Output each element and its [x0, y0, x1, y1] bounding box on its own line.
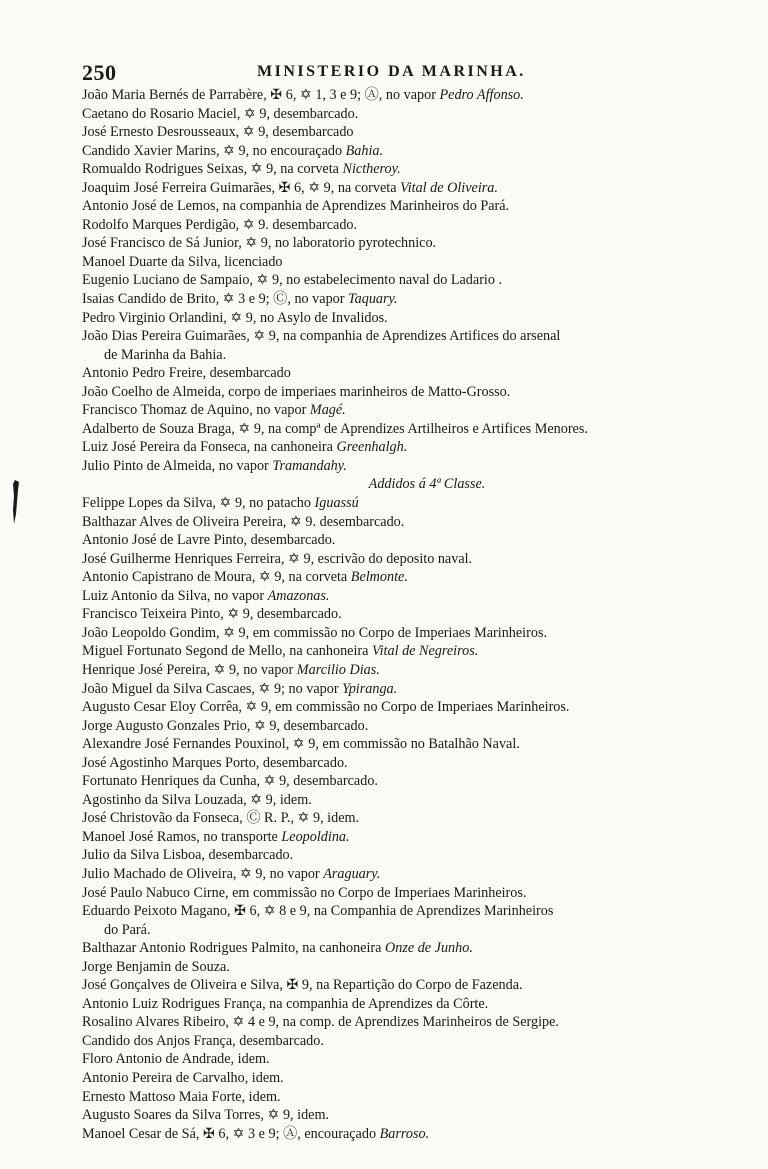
list-line [82, 290, 732, 309]
list-line [82, 995, 732, 1014]
line-text: Francisco Teixeira Pinto, ✡ 9, desembarcado. [82, 606, 342, 623]
section-heading [82, 475, 732, 494]
list-line [82, 754, 732, 773]
list-line [82, 698, 732, 717]
line-text: Antonio Pereira de Carvalho, idem. [82, 1069, 284, 1086]
line-text: Balthazar Antonio Rodrigues Palmito, na canhoneira [82, 940, 385, 957]
line-text: Rodolfo Marques Perdigão, ✡ 9. desembarcado. [82, 216, 358, 233]
vessel-name: Belmonte. [350, 569, 408, 586]
line-text: José Guilherme Henriques Ferreira, ✡ 9, escrivão do deposito naval. [82, 550, 473, 567]
list-line [82, 717, 732, 736]
line-text: Manoel Cesar de Sá, ✠ 6, ✡ 3 e 9; Ⓐ, encouraçado [82, 1125, 380, 1142]
list-line [82, 401, 732, 420]
line-text: Antonio Capistrano de Moura, ✡ 9, na corveta [82, 569, 351, 586]
list-line [82, 216, 732, 235]
line-text: José Gonçalves de Oliveira e Silva, ✠ 9, na Repartição do Corpo de Fazenda. [82, 977, 523, 994]
list-line [82, 661, 732, 680]
list-line [82, 346, 732, 365]
line-text: Julio Machado de Oliveira, ✡ 9, no vapor [82, 865, 324, 882]
line-text: Eduardo Peixoto Magano, ✠ 6, ✡ 8 e 9, na Companhia de Aprendizes Marinheiros [82, 903, 554, 920]
line-text: Floro Antonio de Andrade, idem. [82, 1051, 270, 1068]
list-line [82, 976, 732, 995]
vessel-name: Marcilio Dias. [296, 661, 380, 678]
list-line [82, 902, 732, 921]
list-line [82, 160, 732, 179]
list-line [82, 1088, 732, 1107]
list-line [82, 179, 732, 198]
line-text: Antonio José de Lavre Pinto, desembarcado. [82, 532, 336, 549]
vessel-name: Iguassú [314, 495, 359, 512]
list-line [82, 383, 732, 402]
vessel-name: Leopoldina. [281, 828, 350, 845]
vessel-name: Greenhalgh. [336, 439, 408, 456]
line-text: Addidos á 4ª Classe. [368, 476, 486, 493]
line-text: Luiz Antonio da Silva, no vapor [82, 587, 268, 604]
line-text: João Dias Pereira Guimarães, ✡ 9, na companhia de Aprendizes Artifices do arsenal [82, 328, 561, 345]
list-line [82, 1069, 732, 1088]
vessel-name: Amazonas. [267, 587, 330, 604]
list-line [82, 1125, 732, 1144]
line-text: Eugenio Luciano de Sampaio, ✡ 9, no estabelecimento naval do Ladario . [82, 272, 503, 289]
list-line [82, 438, 732, 457]
line-text: João Miguel da Silva Cascaes, ✡ 9; no vapor [82, 680, 343, 697]
line-text: Luiz José Pereira da Fonseca, na canhoneira [82, 439, 337, 456]
list-line [82, 772, 732, 791]
list-line [82, 253, 732, 272]
list-line [82, 457, 732, 476]
vessel-name: Vital de Oliveira. [400, 179, 498, 196]
list-line [82, 791, 732, 810]
personnel-list [82, 86, 732, 1143]
line-text: Francisco Thomaz de Aquino, no vapor [82, 402, 310, 419]
vessel-name: Pedro Affonso. [439, 87, 524, 103]
list-line [82, 735, 732, 754]
list-line [82, 309, 732, 328]
list-line [82, 1050, 732, 1069]
vessel-name: Nictheroy. [342, 161, 401, 178]
list-line [82, 680, 732, 699]
list-line [82, 494, 732, 513]
line-text: Jorge Benjamin de Souza. [82, 958, 230, 975]
line-text: Miguel Fortunato Segond de Mello, na canhoneira [82, 643, 372, 660]
list-line [82, 884, 732, 903]
line-text: Antonio Luiz Rodrigues França, na companhia de Aprendizes da Côrte. [82, 995, 489, 1012]
list-line [82, 550, 732, 569]
line-text: Agostinho da Silva Louzada, ✡ 9, idem. [82, 791, 312, 808]
vessel-name: Magé. [309, 402, 346, 419]
line-text: Antonio Pedro Freire, desembarcado [82, 365, 291, 382]
list-line [82, 197, 732, 216]
line-text: Henrique José Pereira, ✡ 9, no vapor [82, 661, 297, 678]
line-text: Rosalino Alvares Ribeiro, ✡ 4 e 9, na comp. de Aprendizes Marinheiros de Sergipe. [82, 1014, 559, 1031]
line-text: Candido dos Anjos França, desembarcado. [82, 1032, 324, 1049]
list-line [82, 605, 732, 624]
line-text: Fortunato Henriques da Cunha, ✡ 9, desembarcado. [82, 773, 378, 790]
list-line [82, 865, 732, 884]
list-line [82, 513, 732, 532]
line-text: Manoel José Ramos, no transporte [82, 828, 282, 845]
line-text: José Francisco de Sá Junior, ✡ 9, no laboratorio pyrotechnico. [82, 235, 437, 252]
line-text: Romualdo Rodrigues Seixas, ✡ 9, na corveta [82, 161, 343, 178]
vessel-name: Onze de Junho. [385, 940, 473, 957]
list-line [82, 642, 732, 661]
line-text: Candido Xavier Marins, ✡ 9, no encouraçado [82, 142, 346, 159]
vessel-name: Ypiranga. [342, 680, 398, 697]
running-title: MINISTERIO DA MARINHA. [257, 63, 526, 80]
line-text: Jorge Augusto Gonzales Prio, ✡ 9, desembarcado. [82, 717, 369, 734]
list-line [82, 958, 732, 977]
vessel-name: Bahia. [345, 142, 384, 159]
line-text: Balthazar Alves de Oliveira Pereira, ✡ 9. desembarcado. [82, 513, 405, 530]
line-text: José Christovão da Fonseca, Ⓒ R. P., ✡ 9, idem. [82, 810, 360, 827]
page-number: 250 [82, 60, 117, 85]
vessel-name: Tramandahy. [272, 457, 347, 474]
list-line [82, 939, 732, 958]
line-text: Antonio José de Lemos, na companhia de Aprendizes Marinheiros do Pará. [82, 198, 510, 215]
list-line [82, 1013, 732, 1032]
list-line [82, 531, 732, 550]
line-text: Felippe Lopes da Silva, ✡ 9, no patacho [82, 495, 315, 512]
line-text: João Leopoldo Gondim, ✡ 9, em commissão no Corpo de Imperiaes Marinheiros. [82, 624, 548, 641]
vessel-name: Taquary. [348, 291, 398, 308]
line-text: Manoel Duarte da Silva, licenciado [82, 253, 283, 270]
line-text: José Ernesto Desrousseaux, ✡ 9, desembarcado [82, 124, 354, 141]
line-text: Adalberto de Souza Braga, ✡ 9, na compª de Aprendizes Artilheiros e Artifices Menores. [82, 420, 588, 437]
line-text: Joaquim José Ferreira Guimarães, ✠ 6, ✡ 9, na corveta [82, 179, 401, 196]
list-line [82, 105, 732, 124]
line-text: do Pará. [104, 921, 151, 938]
list-line [82, 86, 732, 105]
vessel-name: Barroso. [379, 1125, 430, 1142]
list-line [82, 624, 732, 643]
list-line [82, 234, 732, 253]
list-line [82, 142, 732, 161]
list-line [82, 846, 732, 865]
line-text: Julio Pinto de Almeida, no vapor [82, 457, 273, 474]
list-line [82, 1032, 732, 1051]
line-text: Isaias Candido de Brito, ✡ 3 e 9; Ⓒ, no vapor [82, 291, 349, 308]
line-text: Augusto Soares da Silva Torres, ✡ 9, idem. [82, 1107, 330, 1124]
line-text: Julio da Silva Lisboa, desembarcado. [82, 847, 294, 864]
list-line [82, 327, 732, 346]
line-text: José Paulo Nabuco Cirne, em commissão no Corpo de Imperiaes Marinheiros. [82, 884, 527, 901]
line-text: Caetano do Rosario Maciel, ✡ 9, desembarcado. [82, 105, 359, 122]
list-line [82, 809, 732, 828]
line-text: Alexandre José Fernandes Pouxinol, ✡ 9, em commissão no Batalhão Naval. [82, 736, 520, 753]
vessel-name: Araguary. [323, 865, 381, 882]
line-text: José Agostinho Marques Porto, desembarcado. [82, 754, 348, 771]
list-line [82, 364, 732, 383]
list-line [82, 587, 732, 606]
list-line [82, 420, 732, 439]
line-text: Pedro Virginio Orlandini, ✡ 9, no Asylo de Invalidos. [82, 309, 388, 326]
list-line [82, 921, 732, 940]
list-line [82, 271, 732, 290]
line-text: João Maria Bernés de Parrabère, ✠ 6, ✡ 1, 3 e 9; Ⓐ, no vapor [82, 87, 440, 103]
line-text: Augusto Cesar Eloy Corrêa, ✡ 9, em commissão no Corpo de Imperiaes Marinheiros. [82, 699, 570, 716]
margin-ink-mark [12, 480, 20, 524]
page-header [82, 60, 722, 85]
line-text: de Marinha da Bahia. [104, 346, 227, 363]
list-line [82, 1106, 732, 1125]
list-line [82, 568, 732, 587]
vessel-name: Vital de Negreiros. [372, 643, 479, 660]
list-line [82, 123, 732, 142]
line-text: Ernesto Mattoso Maia Forte, idem. [82, 1088, 281, 1105]
list-line [82, 828, 732, 847]
line-text: João Coelho de Almeida, corpo de imperiaes marinheiros de Matto-Grosso. [82, 383, 511, 400]
